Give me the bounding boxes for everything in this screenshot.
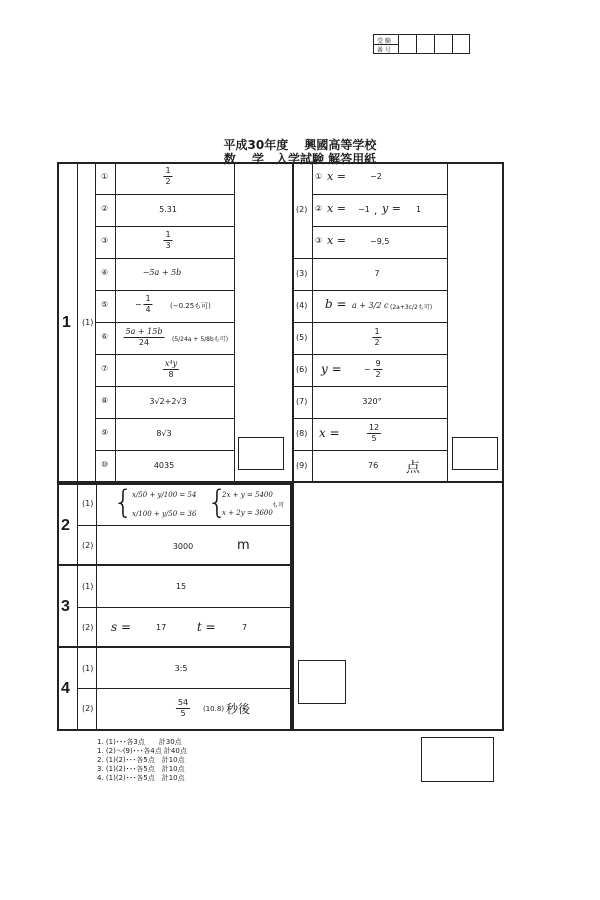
q1-item-5-label: ⑤ xyxy=(101,300,109,309)
q1-item-4-label: ④ xyxy=(101,268,109,277)
scoring-note-4: 3. (1)(2)･･･各5点 計10点 xyxy=(97,765,185,773)
q1-answer-5: $\frac{1}{4}$ xyxy=(145,294,151,314)
q1-item-3-label: ③ xyxy=(101,236,109,245)
q2-number: 2 xyxy=(61,517,70,534)
q1-part3-answer: 7 xyxy=(374,269,380,278)
q1-part2-1-lhs: x = xyxy=(327,170,346,183)
q1-left-score-box[interactable] xyxy=(238,437,284,470)
q1-answer-5-sign: − xyxy=(135,300,142,309)
q1-part8-answer: $\frac{12}{5}$ xyxy=(368,423,380,443)
q1-item-8-label: ⑧ xyxy=(101,396,109,405)
q1-part2-2-lhs: x = xyxy=(327,202,346,215)
q1-part2-3-label: ③ xyxy=(315,236,323,245)
q1-item-7-label: ⑦ xyxy=(101,364,109,373)
exam-number-label-1: 受 験 xyxy=(377,38,391,45)
q1-part4-label: (4) xyxy=(296,301,308,310)
q2-equation-1: x/50 + y/100 = 54 xyxy=(132,491,197,499)
q1-answer-4: −5a + 5b xyxy=(142,268,182,277)
q2-alt-note: も可 xyxy=(272,502,285,509)
q3-part1-answer: 15 xyxy=(175,582,187,591)
q1-answer-6-note: (5/24a + 5/8bも可) xyxy=(172,336,229,343)
q1-answer-5-note: (−0.25も可) xyxy=(170,302,211,310)
q1-part8-label: (8) xyxy=(296,429,308,438)
q1-item-2-label: ② xyxy=(101,204,109,213)
q1-answer-1: $\frac{1}{2}$ xyxy=(165,166,171,186)
q1-part9-unit: 点 xyxy=(406,460,420,476)
q1-part2-2-sep: , xyxy=(374,206,378,217)
q4-part2-note: (10.8) xyxy=(203,705,225,713)
q1-part9-answer: 76 xyxy=(368,461,379,470)
q2-brace-2: { xyxy=(207,483,228,521)
q1-part7-answer: 320° xyxy=(362,397,382,406)
q1-item-9-label: ⑨ xyxy=(101,428,109,437)
q1-part2-3-answer: −9,5 xyxy=(370,237,390,246)
q4-section xyxy=(57,648,292,731)
q2-part2-label: (2) xyxy=(82,541,94,550)
q2-score-box[interactable] xyxy=(298,660,346,704)
q1-part5-answer: $\frac{1}{2}$ xyxy=(374,327,380,347)
q1-part2-label: (2) xyxy=(296,205,308,214)
exam-subtitle: 数 学 入学試験 解答用紙 xyxy=(223,152,377,166)
q3-part1-label: (1) xyxy=(82,582,94,591)
q1-part6-sign: − xyxy=(364,365,371,374)
q1-part9-label: (9) xyxy=(296,461,308,470)
q1-part5-label: (5) xyxy=(296,333,308,342)
q2-alt-equation-1: 2x + y = 5400 xyxy=(222,491,273,499)
q1-answer-2: 5.31 xyxy=(159,205,177,214)
q1-part6-label: (6) xyxy=(296,365,308,374)
exam-title: 平成30年度 興國高等学校 xyxy=(223,138,377,152)
q1-part2-2-y: 1 xyxy=(416,205,422,214)
exam-number-box xyxy=(373,34,470,54)
q1-part2-1-answer: −2 xyxy=(370,172,382,181)
q1-answer-8: 3√2+2√3 xyxy=(149,397,187,406)
q1-answer-9: 8√3 xyxy=(156,429,172,438)
q1-item-10-label: ⑩ xyxy=(101,460,109,469)
q1-part2-2-lhs2: y = xyxy=(382,202,401,215)
q4-part2-unit: 秒後 xyxy=(226,702,251,716)
q1-part2-3-lhs: x = xyxy=(327,234,346,247)
q1-part7-label: (7) xyxy=(296,397,308,406)
q2-part2-answer: 3000 xyxy=(172,542,194,551)
q1-part4-note: (2a+3c/2も可) xyxy=(390,304,433,311)
q1-item-6-label: ⑥ xyxy=(101,332,109,341)
q2-part2-unit: m xyxy=(237,538,250,553)
q1-part8-lhs: x = xyxy=(319,426,340,440)
q4-part1-label: (1) xyxy=(82,664,94,673)
q3-part2-s-label: s = xyxy=(111,620,132,634)
scoring-note-3: 2. (1)(2)･･･各5点 計10点 xyxy=(97,756,185,764)
q1-number: 1 xyxy=(62,314,71,331)
q2-part1-label: (1) xyxy=(82,499,94,508)
exam-number-label-2: 番 号 xyxy=(377,47,391,54)
q4-part2-answer: $\frac{54}{5}$ xyxy=(177,698,189,718)
scoring-note-1: 1. (1)･･･各3点 計30点 xyxy=(97,738,182,746)
q2-brace-1: { xyxy=(113,483,134,521)
q1-part6-lhs: y = xyxy=(321,362,342,376)
q2-equation-2: x/100 + y/50 = 36 xyxy=(132,510,197,518)
q1-answer-7: $\frac{\text{x⁴y}}{8}$ xyxy=(164,359,178,379)
q3-part2-t-answer: 7 xyxy=(242,623,248,632)
q1-part2-2-label: ② xyxy=(315,204,323,213)
q4-part2-label: (2) xyxy=(82,704,94,713)
q2-alt-equation-2: x + 2y = 3600 xyxy=(222,509,273,517)
q1-part1-label: (1) xyxy=(82,318,94,327)
total-score-box[interactable] xyxy=(421,737,494,782)
q3-part2-label: (2) xyxy=(82,623,94,632)
q3-part2-t-label: t = xyxy=(197,620,216,634)
q1-part3-label: (3) xyxy=(296,269,308,278)
q1-answer-3: $\frac{1}{3}$ xyxy=(165,230,171,250)
q1-part2-2-x: −1 xyxy=(358,205,370,214)
q1-answer-10: 4035 xyxy=(153,461,175,470)
q1-answer-6: $\frac{5a + 15b}{24}$ xyxy=(125,327,163,347)
scoring-note-2: 1. (2)～(9)･･･各4点 計40点 xyxy=(97,747,187,755)
q3-part2-s-answer: 17 xyxy=(156,623,167,632)
q1-part2-1-label: ① xyxy=(315,172,323,181)
scoring-note-5: 4. (1)(2)･･･各5点 計10点 xyxy=(97,774,185,782)
q1-part4-expr: a + 3/2 c xyxy=(352,301,389,310)
q1-right-score-box[interactable] xyxy=(452,437,498,470)
q1-part4-lhs: b = xyxy=(325,297,347,311)
q1-part6-answer: $\frac{9}{2}$ xyxy=(375,359,381,379)
q4-part1-answer: 3:5 xyxy=(174,664,188,673)
q1-item-1-label: ① xyxy=(101,172,109,181)
q3-number: 3 xyxy=(61,598,70,615)
q4-number: 4 xyxy=(61,680,70,697)
